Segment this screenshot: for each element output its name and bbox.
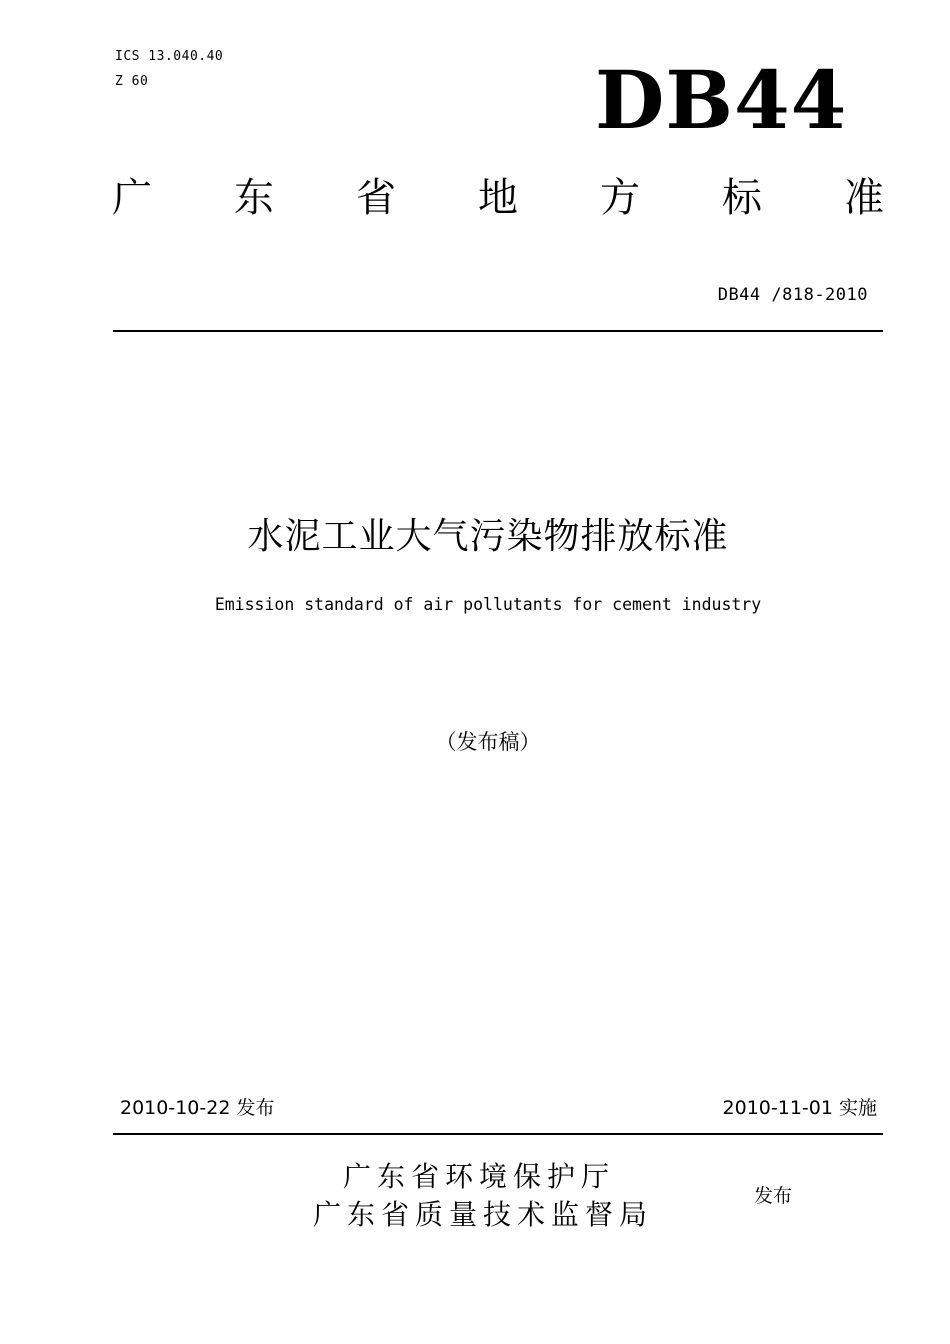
db-logo-mark: DB44 bbox=[595, 53, 848, 147]
standard-type-char: 方 bbox=[600, 175, 640, 221]
draft-status: （发布稿） bbox=[435, 730, 541, 754]
standard-type-char: 东 bbox=[234, 175, 274, 221]
issue-label: 发布 bbox=[754, 1185, 793, 1207]
standard-type-char: 准 bbox=[844, 175, 884, 221]
document-title-english: Emission standard of air pollutants for cement industry bbox=[214, 595, 762, 614]
standard-type-char: 标 bbox=[722, 175, 762, 221]
issue-date: 2010-10-22 发布 bbox=[120, 1097, 275, 1119]
issuer-quality-bureau: 广东省质量技术监督局 bbox=[313, 1198, 654, 1231]
standard-type-char: 地 bbox=[478, 175, 518, 221]
header-divider bbox=[113, 330, 883, 332]
footer-divider bbox=[113, 1133, 883, 1135]
ccs-code: Z 60 bbox=[115, 74, 149, 89]
ics-code: ICS 13.040.40 bbox=[115, 49, 224, 64]
standard-type-heading bbox=[112, 175, 884, 221]
issuer-environment-dept: 广东省环境保护厅 bbox=[343, 1160, 616, 1193]
implementation-date: 2010-11-01 实施 bbox=[722, 1097, 877, 1119]
standard-number: DB44 /818-2010 bbox=[717, 285, 868, 305]
standard-type-char: 省 bbox=[356, 175, 396, 221]
document-title-chinese: 水泥工业大气污染物排放标准 bbox=[247, 516, 729, 557]
standard-type-char: 广 bbox=[112, 175, 152, 221]
